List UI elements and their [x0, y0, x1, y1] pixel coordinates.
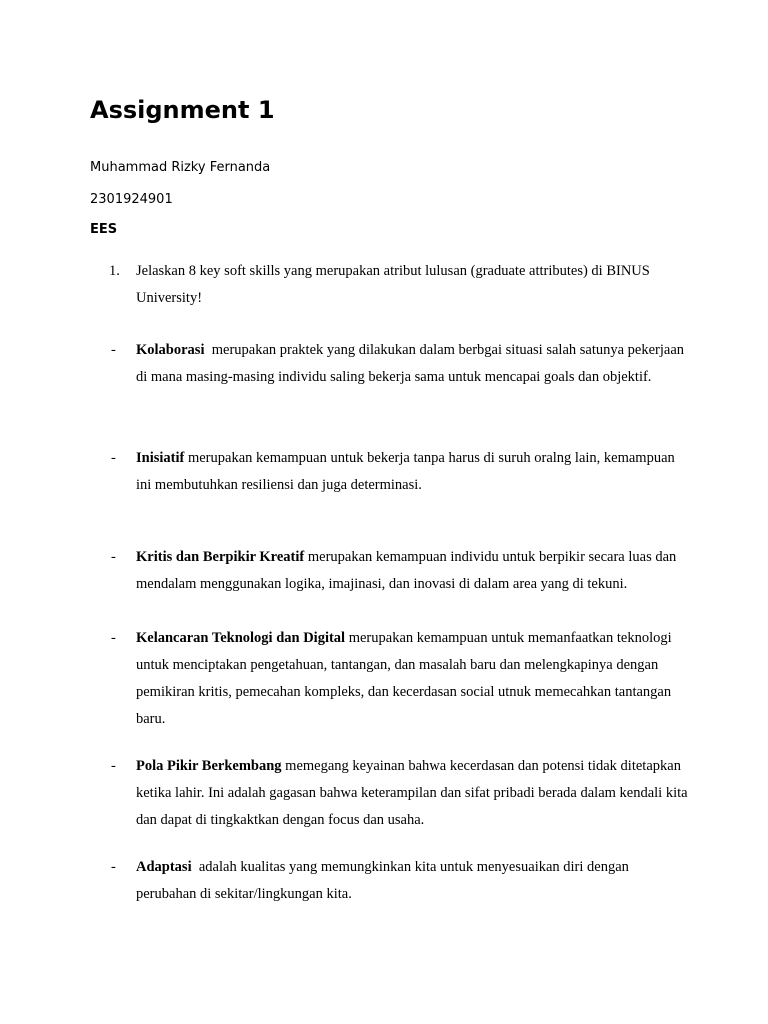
skill-description: merupakan kemampuan untuk bekerja tanpa harus di suruh oralng lain, kemampuan ini membutuhkan resiliensi dan juga determinasi.	[136, 450, 675, 493]
bullet-dash: -	[111, 549, 116, 565]
skill-term: Kelancaran Teknologi dan Digital	[136, 630, 346, 646]
skill-body	[136, 337, 691, 391]
bullet-dash: -	[111, 758, 116, 774]
skill-body	[136, 625, 691, 733]
student-id: 2301924901	[90, 192, 173, 207]
skill-item-inisiatif	[111, 445, 691, 499]
skill-term: Kritis dan Berpikir Kreatif	[136, 549, 305, 565]
question-number: 1.	[109, 263, 120, 279]
bullet-dash: -	[111, 859, 116, 875]
skill-item-kolaborasi	[111, 337, 691, 391]
skill-item-pola-pikir	[111, 753, 691, 834]
bullet-dash: -	[111, 630, 116, 646]
bullet-dash: -	[111, 342, 116, 358]
question-text: Jelaskan 8 key soft skills yang merupakan atribut lulusan (graduate attributes) di BINUS University!	[136, 263, 650, 306]
skill-body	[136, 753, 691, 834]
skill-body	[136, 854, 691, 908]
skill-body	[136, 445, 691, 499]
question-item	[109, 258, 689, 312]
skill-term: Adaptasi	[136, 859, 192, 875]
skill-description: merupakan kemampuan individu untuk berpikir secara luas dan mendalam menggunakan logika, imajinasi, dan inovasi di dalam area yang di tekuni.	[136, 549, 677, 592]
class-code: EES	[90, 222, 118, 237]
skill-description: merupakan kemampuan untuk memanfaatkan teknologi untuk menciptakan pengetahuan, tantangan, dan masalah baru dan melengkapinya dengan pemikiran kritis, pemecahan kompleks, dan kecerdasan social utnuk memecahkan tantangan baru.	[136, 630, 672, 727]
skill-term: Pola Pikir Berkembang	[136, 758, 282, 774]
skill-item-kritis	[111, 544, 691, 598]
document-title: Assignment 1	[90, 96, 275, 124]
author-name: Muhammad Rizky Fernanda	[90, 160, 271, 175]
skill-description: memegang keyainan bahwa kecerdasan dan potensi tidak ditetapkan ketika lahir. Ini adalah gagasan bahwa keterampilan dan sifat pribadi berada dalam kendali kita dan dapat di tingkaktkan dengan focus dan usaha.	[136, 758, 688, 828]
skill-description: merupakan praktek yang dilakukan dalam berbgai situasi salah satunya pekerjaan di mana masing-masing individu saling bekerja sama untuk mencapai goals dan objektif.	[136, 342, 685, 385]
bullet-dash: -	[111, 450, 116, 466]
skill-description: adalah kualitas yang memungkinkan kita untuk menyesuaikan diri dengan perubahan di sekitar/lingkungan kita.	[136, 859, 629, 902]
skill-term: Kolaborasi	[136, 342, 205, 358]
skill-term: Inisiatif	[136, 450, 185, 466]
skill-body	[136, 544, 691, 598]
skill-item-adaptasi	[111, 854, 691, 908]
skill-item-teknologi	[111, 625, 691, 733]
